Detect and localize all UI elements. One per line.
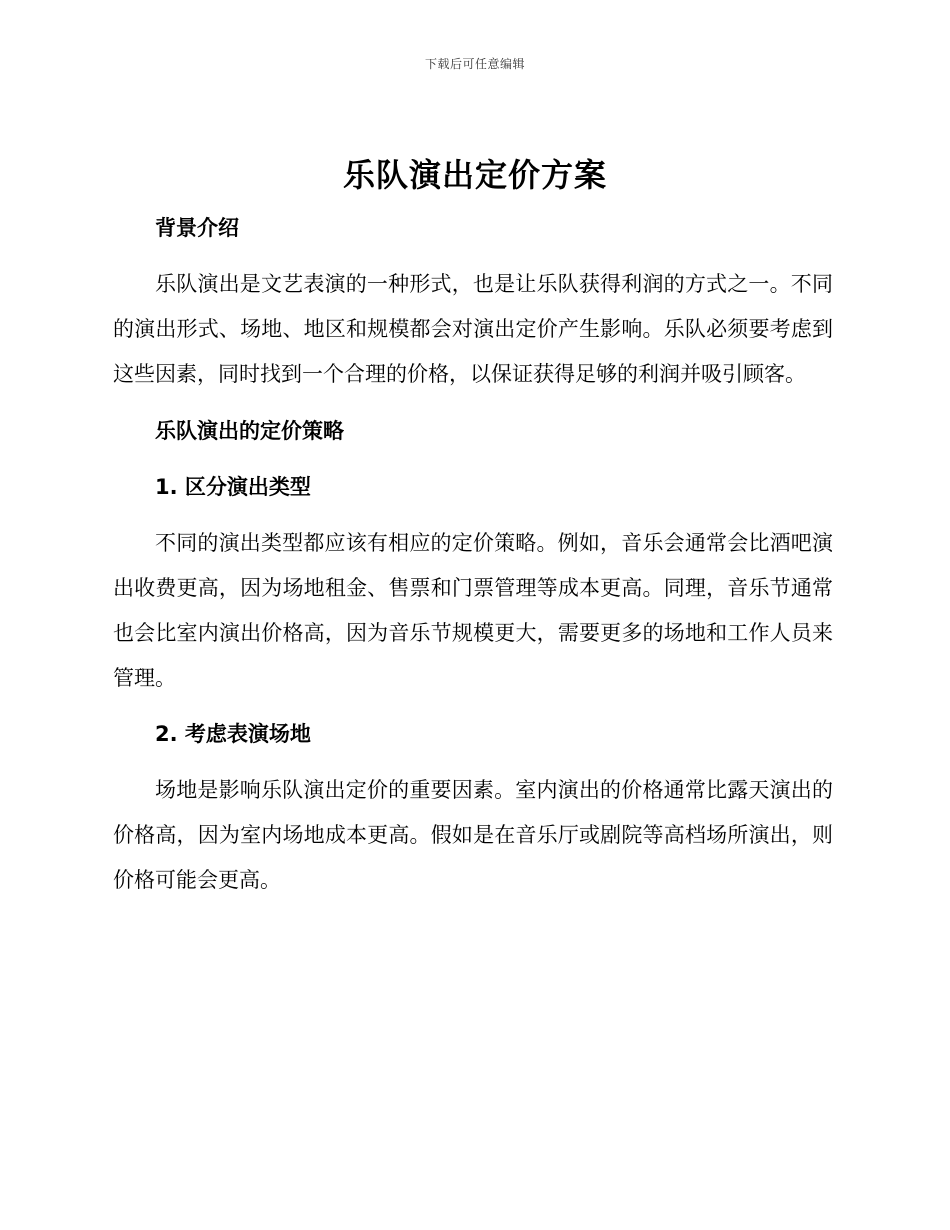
document-title: 乐队演出定价方案 <box>342 156 607 194</box>
subheading-item-1: 1. 区分演出类型 <box>155 475 311 499</box>
header-note: 下载后可任意编辑 <box>424 57 525 71</box>
paragraph-item-2: 场地是影响乐队演出定价的重要因素。室内演出的价格通常比露天演出的价格高，因为室内场地成本更高。假如是在音乐厅或剧院等高档场所演出，则价格可能会更高。 <box>113 778 833 892</box>
paragraph-background: 乐队演出是文艺表演的一种形式，也是让乐队获得利润的方式之一。不同的演出形式、场地、地区和规模都会对演出定价产生影响。乐队必须要考虑到这些因素，同时找到一个合理的价格，以保证获得足够的利润并吸引顾客。 <box>113 272 833 386</box>
section-heading-strategy: 乐队演出的定价策略 <box>155 419 344 443</box>
subheading-item-2: 2. 考虑表演场地 <box>155 722 311 746</box>
section-heading-background: 背景介绍 <box>155 216 239 240</box>
paragraph-item-1: 不同的演出类型都应该有相应的定价策略。例如，音乐会通常会比酒吧演出收费更高，因为场地租金、售票和门票管理等成本更高。同理，音乐节通常也会比室内演出价格高，因为音乐节规模更大，需要更多的场地和工作人员来管理。 <box>113 531 833 690</box>
document-body <box>113 206 833 903</box>
